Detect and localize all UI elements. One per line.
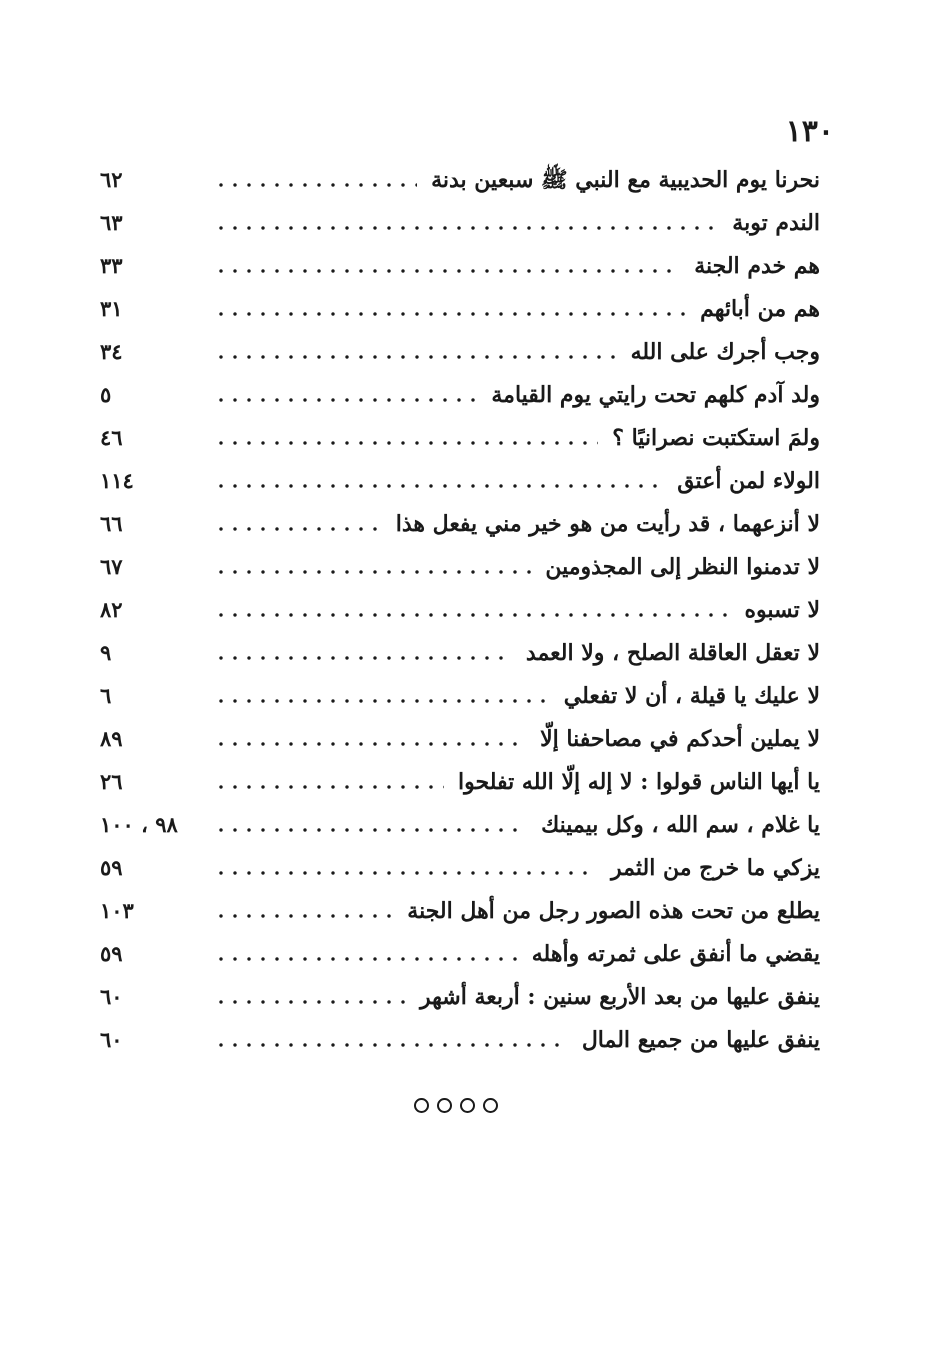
dot-leader [214,742,526,746]
entry-text: لا أنزعهما ، قد رأيت من هو خير مني يفعل هذا [395,510,820,537]
index-entry [100,373,820,416]
entry-page-reference: ٦٢ [100,166,123,192]
entry-text: لا تسبوه [744,596,820,623]
entry-page-reference: ٢٦ [100,768,123,794]
dot-leader [214,1043,568,1047]
entry-page-reference: ٥٩ [100,854,123,880]
entry-page-reference: ٣٤ [100,338,123,364]
index-entry [100,932,820,975]
entry-text: الندم توبة [732,209,820,236]
entry-page-reference: ٦٧ [100,553,123,579]
circle-ornament-icon [414,1098,429,1113]
entry-page-reference: ٣١ [100,295,123,321]
entry-text: وجب أجرك على الله [630,338,820,365]
dot-leader [214,613,731,617]
index-entry [100,846,820,889]
entry-page-reference: ٦ [100,682,112,708]
dot-leader [214,1000,406,1004]
entry-text: لا تدمنوا النظر إلى المجذومين [545,553,820,580]
index-entry [100,674,820,717]
entry-text: هم خدم الجنة [694,252,820,279]
entry-page-reference: ٦٣ [100,209,123,235]
dot-leader [214,785,444,789]
dot-leader [214,570,531,574]
dot-leader [214,484,663,488]
entry-page-reference: ٨٩ [100,725,123,751]
dot-leader [214,355,617,359]
entry-page-reference: ١٠٣ [100,897,134,923]
index-entry [100,631,820,674]
index-entry [100,1018,820,1061]
entry-text: يزكي ما خرج من الثمر [611,854,820,881]
index-entry [100,416,820,459]
entry-page-reference: ١١٤ [100,467,134,493]
entry-page-reference: ٦٠ [100,1026,123,1052]
dot-leader [214,914,393,918]
circle-ornament-icon [460,1098,475,1113]
entry-text: لا عليك يا قيلة ، أن لا تفعلي [563,682,820,709]
dot-leader [214,269,680,273]
entry-text: يقضي ما أنفق على ثمرته وأهله [531,940,820,967]
entry-text: يطلع من تحت هذه الصور رجل من أهل الجنة [407,897,820,924]
index-entry [100,545,820,588]
circle-ornament-icon [437,1098,452,1113]
dot-leader [214,441,598,445]
entry-page-reference: ٩ [100,639,112,665]
entry-page-reference: ٣٣ [100,252,123,278]
entry-text: الولاء لمن أعتق [677,467,820,494]
entry-text: هم من أبائهم [700,295,820,322]
index-entry [100,889,820,932]
entry-page-reference: ٦٠ [100,983,123,1009]
page-number: ١٣٠ [785,114,834,149]
index-entry [100,588,820,631]
dot-leader [214,828,527,832]
entry-text: يا غلام ، سم الله ، وكل بيمينك [541,811,820,838]
dot-leader [214,871,597,875]
entry-text: ولمَ استكتبت نصرانيًا ؟ [612,424,820,451]
hadith-index-list [100,158,820,1061]
entry-text: نحرنا يوم الحديبية مع النبي ﷺ سبعين بدنة [431,166,820,193]
entry-text: لا تعقل العاقلة الصلح ، ولا العمد [525,639,820,666]
dot-leader [214,312,686,316]
entry-text: لا يملين أحدكم في مصاحفنا إلّا [540,725,820,752]
entry-page-reference: ٤٦ [100,424,123,450]
dot-leader [214,226,718,230]
index-entry [100,760,820,803]
dot-leader [214,699,550,703]
dot-leader [214,398,477,402]
circle-ornament-icon [483,1098,498,1113]
entry-text: ينفق عليها من بعد الأربع سنين : أربعة أشهر [419,983,820,1010]
entry-page-reference: ٨٢ [100,596,123,622]
entry-text: يا أيها الناس قولوا : لا إله إلّا الله تفلحوا [458,768,820,795]
entry-text: ينفق عليها من جميع المال [581,1026,820,1053]
index-entry [100,158,820,201]
index-entry [100,975,820,1018]
dot-leader [214,656,512,660]
index-entry [100,717,820,760]
entry-page-reference: ٥٩ [100,940,123,966]
index-entry [100,330,820,373]
index-entry [100,201,820,244]
index-entry [100,459,820,502]
entry-page-reference: ٥ [100,381,112,407]
end-of-section-marker [0,1098,912,1113]
index-entry [100,244,820,287]
index-entry [100,502,820,545]
dot-leader [214,957,518,961]
dot-leader [214,183,417,187]
entry-page-reference: ٦٦ [100,510,123,536]
entry-page-reference: ٩٨ ، ١٠٠ [100,811,178,837]
entry-text: ولد آدم كلهم تحت رايتي يوم القيامة [491,381,820,408]
index-entry [100,803,820,846]
index-entry [100,287,820,330]
dot-leader [214,527,382,531]
